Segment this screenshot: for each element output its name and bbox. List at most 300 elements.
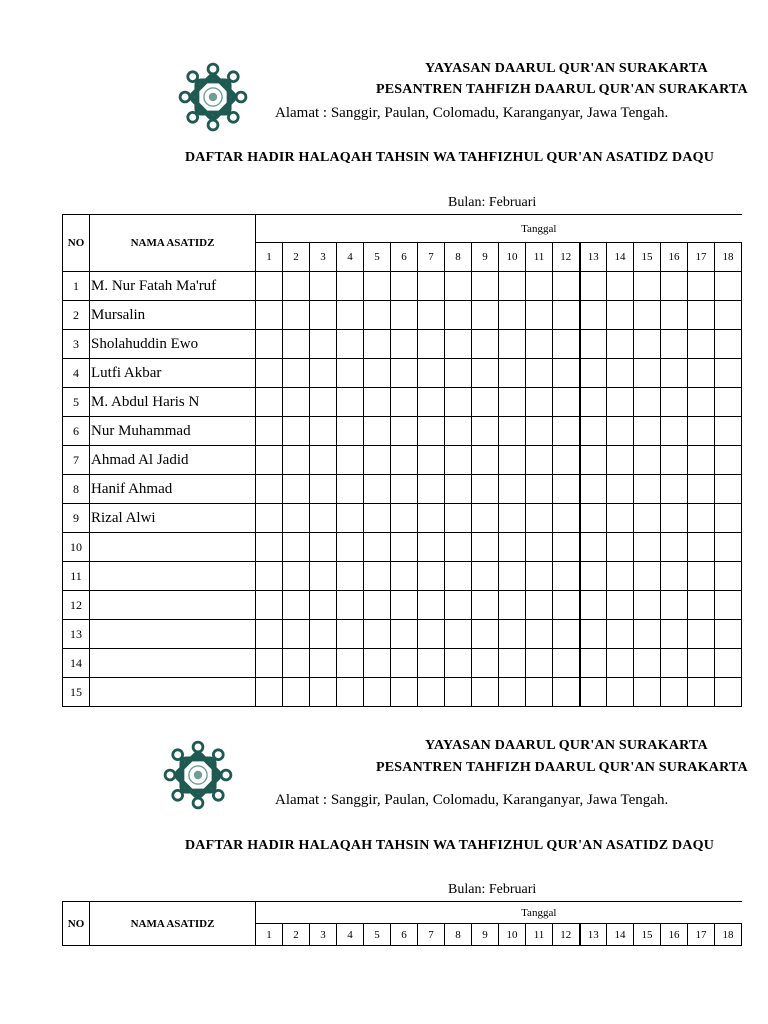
- attendance-cell[interactable]: [418, 301, 445, 330]
- ornamental-star-logo-icon: [163, 740, 233, 815]
- attendance-cell[interactable]: [580, 359, 607, 388]
- attendance-cell[interactable]: [553, 591, 580, 620]
- attendance-cell[interactable]: [445, 446, 472, 475]
- attendance-cell[interactable]: [580, 649, 607, 678]
- attendance-table: [62, 214, 742, 707]
- teacher-name: [90, 533, 256, 562]
- month-label: Bulan: Februari: [448, 195, 537, 210]
- attendance-cell[interactable]: [391, 330, 418, 359]
- attendance-cell[interactable]: [418, 388, 445, 417]
- attendance-cell[interactable]: [580, 475, 607, 504]
- attendance-cell[interactable]: [580, 446, 607, 475]
- attendance-cell[interactable]: [256, 388, 283, 417]
- attendance-cell[interactable]: [445, 272, 472, 301]
- attendance-cell[interactable]: [364, 301, 391, 330]
- attendance-cell[interactable]: [499, 272, 526, 301]
- attendance-cell[interactable]: [688, 388, 715, 417]
- attendance-cell[interactable]: [607, 417, 634, 446]
- attendance-cell[interactable]: [526, 504, 553, 533]
- attendance-cell[interactable]: [553, 620, 580, 649]
- table-row: [63, 649, 742, 678]
- attendance-cell[interactable]: [256, 649, 283, 678]
- attendance-cell[interactable]: [337, 446, 364, 475]
- attendance-cell[interactable]: [418, 272, 445, 301]
- day-header: 16: [661, 243, 688, 272]
- attendance-cell[interactable]: [445, 417, 472, 446]
- attendance-cell[interactable]: [310, 591, 337, 620]
- attendance-cell[interactable]: [310, 620, 337, 649]
- attendance-cell[interactable]: [472, 649, 499, 678]
- attendance-cell[interactable]: [391, 591, 418, 620]
- attendance-cell[interactable]: [445, 649, 472, 678]
- attendance-cell[interactable]: [607, 330, 634, 359]
- day-header: 6: [391, 243, 418, 272]
- table-row: [63, 330, 742, 359]
- attendance-cell[interactable]: [499, 301, 526, 330]
- attendance-cell[interactable]: [634, 417, 661, 446]
- attendance-cell[interactable]: [391, 533, 418, 562]
- attendance-cell[interactable]: [688, 272, 715, 301]
- attendance-cell[interactable]: [634, 272, 661, 301]
- attendance-cell[interactable]: [499, 620, 526, 649]
- attendance-cell[interactable]: [634, 388, 661, 417]
- attendance-cell[interactable]: [472, 591, 499, 620]
- attendance-cell[interactable]: [607, 562, 634, 591]
- attendance-cell[interactable]: [283, 359, 310, 388]
- attendance-cell[interactable]: [418, 591, 445, 620]
- attendance-cell[interactable]: [580, 272, 607, 301]
- table-row: [63, 417, 742, 446]
- attendance-cell[interactable]: [661, 330, 688, 359]
- day-header: 8: [445, 924, 472, 946]
- attendance-cell[interactable]: [553, 359, 580, 388]
- attendance-cell[interactable]: [580, 678, 607, 707]
- attendance-cell[interactable]: [526, 272, 553, 301]
- attendance-cell[interactable]: [337, 272, 364, 301]
- attendance-cell[interactable]: [364, 504, 391, 533]
- attendance-cell[interactable]: [661, 620, 688, 649]
- row-number: 10: [63, 533, 90, 562]
- attendance-cell[interactable]: [499, 504, 526, 533]
- attendance-cell[interactable]: [499, 562, 526, 591]
- attendance-cell[interactable]: [553, 301, 580, 330]
- attendance-cell[interactable]: [580, 417, 607, 446]
- attendance-cell[interactable]: [526, 591, 553, 620]
- attendance-cell[interactable]: [472, 678, 499, 707]
- attendance-cell[interactable]: [526, 446, 553, 475]
- sheet-title: DAFTAR HADIR HALAQAH TAHSIN WA TAHFIZHUL QUR'AN ASATIDZ DAQU: [185, 838, 715, 853]
- attendance-cell[interactable]: [283, 475, 310, 504]
- attendance-cell[interactable]: [310, 678, 337, 707]
- attendance-cell[interactable]: [310, 504, 337, 533]
- attendance-cell[interactable]: [526, 388, 553, 417]
- attendance-cell[interactable]: [634, 533, 661, 562]
- attendance-cell[interactable]: [391, 562, 418, 591]
- day-header: 15: [634, 243, 661, 272]
- attendance-cell[interactable]: [337, 417, 364, 446]
- attendance-cell[interactable]: [715, 417, 742, 446]
- attendance-cell[interactable]: [715, 678, 742, 707]
- attendance-cell[interactable]: [445, 620, 472, 649]
- attendance-cell[interactable]: [310, 330, 337, 359]
- attendance-rows: [63, 272, 742, 707]
- attendance-cell[interactable]: [472, 562, 499, 591]
- attendance-cell[interactable]: [553, 504, 580, 533]
- attendance-cell[interactable]: [283, 504, 310, 533]
- attendance-cell[interactable]: [364, 272, 391, 301]
- attendance-cell[interactable]: [256, 678, 283, 707]
- attendance-cell[interactable]: [580, 562, 607, 591]
- attendance-cell[interactable]: [283, 533, 310, 562]
- attendance-cell[interactable]: [688, 446, 715, 475]
- attendance-cell[interactable]: [580, 591, 607, 620]
- attendance-cell[interactable]: [499, 533, 526, 562]
- attendance-cell[interactable]: [364, 359, 391, 388]
- attendance-cell[interactable]: [472, 388, 499, 417]
- attendance-cell[interactable]: [688, 504, 715, 533]
- attendance-cell[interactable]: [661, 475, 688, 504]
- attendance-cell[interactable]: [310, 272, 337, 301]
- attendance-cell[interactable]: [445, 591, 472, 620]
- day-header: 3: [310, 924, 337, 946]
- attendance-cell[interactable]: [418, 678, 445, 707]
- attendance-cell[interactable]: [499, 678, 526, 707]
- attendance-cell[interactable]: [337, 475, 364, 504]
- attendance-cell[interactable]: [634, 591, 661, 620]
- attendance-cell[interactable]: [607, 678, 634, 707]
- attendance-cell[interactable]: [418, 504, 445, 533]
- attendance-cell[interactable]: [634, 330, 661, 359]
- attendance-cell[interactable]: [256, 417, 283, 446]
- attendance-cell[interactable]: [553, 562, 580, 591]
- attendance-cell[interactable]: [634, 446, 661, 475]
- attendance-cell[interactable]: [499, 475, 526, 504]
- attendance-cell[interactable]: [472, 417, 499, 446]
- day-header: 8: [445, 243, 472, 272]
- attendance-cell[interactable]: [337, 620, 364, 649]
- attendance-cell[interactable]: [553, 330, 580, 359]
- attendance-cell[interactable]: [391, 620, 418, 649]
- attendance-cell[interactable]: [310, 533, 337, 562]
- attendance-cell[interactable]: [283, 417, 310, 446]
- attendance-cell[interactable]: [607, 272, 634, 301]
- attendance-cell[interactable]: [607, 388, 634, 417]
- teacher-name: Hanif Ahmad: [90, 475, 256, 504]
- attendance-cell[interactable]: [661, 649, 688, 678]
- attendance-cell[interactable]: [607, 649, 634, 678]
- attendance-cell[interactable]: [256, 475, 283, 504]
- attendance-cell[interactable]: [310, 301, 337, 330]
- attendance-cell[interactable]: [418, 359, 445, 388]
- attendance-cell[interactable]: [256, 301, 283, 330]
- attendance-cell[interactable]: [364, 591, 391, 620]
- attendance-cell[interactable]: [661, 504, 688, 533]
- attendance-cell[interactable]: [256, 330, 283, 359]
- attendance-cell[interactable]: [526, 678, 553, 707]
- attendance-cell[interactable]: [715, 504, 742, 533]
- attendance-cell[interactable]: [310, 475, 337, 504]
- attendance-cell[interactable]: [526, 475, 553, 504]
- attendance-cell[interactable]: [607, 446, 634, 475]
- attendance-cell[interactable]: [580, 620, 607, 649]
- attendance-cell[interactable]: [418, 533, 445, 562]
- day-header: 14: [607, 924, 634, 946]
- attendance-cell[interactable]: [283, 562, 310, 591]
- attendance-cell[interactable]: [364, 649, 391, 678]
- attendance-cell[interactable]: [391, 504, 418, 533]
- attendance-cell[interactable]: [553, 533, 580, 562]
- attendance-cell[interactable]: [661, 272, 688, 301]
- table-row: [63, 678, 742, 707]
- attendance-cell[interactable]: [688, 591, 715, 620]
- attendance-cell[interactable]: [607, 504, 634, 533]
- teacher-name: [90, 562, 256, 591]
- attendance-cell[interactable]: [715, 591, 742, 620]
- attendance-cell[interactable]: [526, 359, 553, 388]
- attendance-cell[interactable]: [337, 359, 364, 388]
- attendance-cell[interactable]: [526, 533, 553, 562]
- attendance-cell[interactable]: [283, 330, 310, 359]
- attendance-table: [62, 901, 742, 946]
- attendance-cell[interactable]: [634, 562, 661, 591]
- attendance-cell[interactable]: [391, 417, 418, 446]
- attendance-cell[interactable]: [607, 301, 634, 330]
- attendance-cell[interactable]: [364, 446, 391, 475]
- attendance-cell[interactable]: [337, 591, 364, 620]
- attendance-cell[interactable]: [688, 301, 715, 330]
- attendance-cell[interactable]: [715, 649, 742, 678]
- table-row: [63, 301, 742, 330]
- attendance-cell[interactable]: [445, 475, 472, 504]
- attendance-cell[interactable]: [472, 533, 499, 562]
- attendance-cell[interactable]: [283, 388, 310, 417]
- attendance-cell[interactable]: [715, 562, 742, 591]
- attendance-cell[interactable]: [391, 678, 418, 707]
- attendance-cell[interactable]: [499, 649, 526, 678]
- attendance-cell[interactable]: [310, 359, 337, 388]
- attendance-cell[interactable]: [688, 417, 715, 446]
- col-header-date-group: [256, 902, 742, 924]
- day-header: 9: [472, 924, 499, 946]
- attendance-cell[interactable]: [634, 678, 661, 707]
- attendance-cell[interactable]: [283, 678, 310, 707]
- attendance-cell[interactable]: [283, 272, 310, 301]
- attendance-cell[interactable]: [715, 359, 742, 388]
- attendance-cell[interactable]: [499, 417, 526, 446]
- attendance-cell[interactable]: [688, 359, 715, 388]
- attendance-cell[interactable]: [553, 446, 580, 475]
- attendance-cell[interactable]: [634, 359, 661, 388]
- attendance-cell[interactable]: [472, 359, 499, 388]
- attendance-cell[interactable]: [418, 446, 445, 475]
- attendance-cell[interactable]: [472, 301, 499, 330]
- attendance-cell[interactable]: [661, 562, 688, 591]
- attendance-cell[interactable]: [715, 475, 742, 504]
- attendance-cell[interactable]: [499, 388, 526, 417]
- col-header-no: NO: [63, 215, 90, 272]
- attendance-cell[interactable]: [634, 301, 661, 330]
- attendance-cell[interactable]: [607, 475, 634, 504]
- attendance-cell[interactable]: [364, 388, 391, 417]
- attendance-cell[interactable]: [661, 533, 688, 562]
- attendance-cell[interactable]: [445, 562, 472, 591]
- attendance-cell[interactable]: [688, 330, 715, 359]
- day-header: 5: [364, 243, 391, 272]
- attendance-cell[interactable]: [310, 562, 337, 591]
- attendance-cell[interactable]: [661, 678, 688, 707]
- attendance-cell[interactable]: [256, 591, 283, 620]
- attendance-cell[interactable]: [634, 475, 661, 504]
- attendance-cell[interactable]: [715, 533, 742, 562]
- attendance-cell[interactable]: [256, 562, 283, 591]
- attendance-cell[interactable]: [688, 678, 715, 707]
- attendance-cell[interactable]: [364, 475, 391, 504]
- attendance-cell[interactable]: [499, 591, 526, 620]
- attendance-cell[interactable]: [364, 330, 391, 359]
- attendance-cell[interactable]: [634, 649, 661, 678]
- attendance-cell[interactable]: [391, 272, 418, 301]
- attendance-cell[interactable]: [472, 475, 499, 504]
- attendance-cell[interactable]: [337, 533, 364, 562]
- attendance-cell[interactable]: [310, 649, 337, 678]
- attendance-cell[interactable]: [526, 417, 553, 446]
- attendance-cell[interactable]: [607, 359, 634, 388]
- attendance-cell[interactable]: [526, 330, 553, 359]
- attendance-cell[interactable]: [688, 475, 715, 504]
- attendance-cell[interactable]: [499, 446, 526, 475]
- attendance-cell[interactable]: [418, 330, 445, 359]
- attendance-cell[interactable]: [283, 620, 310, 649]
- attendance-cell[interactable]: [418, 475, 445, 504]
- attendance-cell[interactable]: [472, 446, 499, 475]
- attendance-cell[interactable]: [715, 272, 742, 301]
- attendance-cell[interactable]: [364, 620, 391, 649]
- attendance-cell[interactable]: [391, 301, 418, 330]
- attendance-cell[interactable]: [256, 533, 283, 562]
- attendance-cell[interactable]: [418, 620, 445, 649]
- attendance-cell[interactable]: [310, 417, 337, 446]
- attendance-cell[interactable]: [499, 330, 526, 359]
- attendance-cell[interactable]: [337, 301, 364, 330]
- attendance-cell[interactable]: [283, 591, 310, 620]
- attendance-cell[interactable]: [661, 301, 688, 330]
- attendance-cell[interactable]: [337, 504, 364, 533]
- attendance-cell[interactable]: [337, 330, 364, 359]
- attendance-cell[interactable]: [337, 562, 364, 591]
- attendance-cell[interactable]: [580, 504, 607, 533]
- attendance-cell[interactable]: [364, 678, 391, 707]
- attendance-cell[interactable]: [256, 446, 283, 475]
- attendance-cell[interactable]: [661, 446, 688, 475]
- day-header: 1: [256, 924, 283, 946]
- attendance-cell[interactable]: [445, 678, 472, 707]
- attendance-cell[interactable]: [283, 301, 310, 330]
- attendance-cell[interactable]: [445, 330, 472, 359]
- attendance-cell[interactable]: [418, 562, 445, 591]
- attendance-cell[interactable]: [391, 649, 418, 678]
- attendance-cell[interactable]: [526, 562, 553, 591]
- attendance-cell[interactable]: [715, 620, 742, 649]
- attendance-cell[interactable]: [445, 533, 472, 562]
- attendance-cell[interactable]: [553, 272, 580, 301]
- attendance-cell[interactable]: [634, 620, 661, 649]
- attendance-cell[interactable]: [715, 388, 742, 417]
- attendance-cell[interactable]: [553, 388, 580, 417]
- row-number: 8: [63, 475, 90, 504]
- attendance-cell[interactable]: [634, 504, 661, 533]
- attendance-cell[interactable]: [472, 272, 499, 301]
- attendance-cell[interactable]: [256, 272, 283, 301]
- attendance-cell[interactable]: [337, 678, 364, 707]
- attendance-cell[interactable]: [715, 446, 742, 475]
- attendance-cell[interactable]: [310, 446, 337, 475]
- attendance-cell[interactable]: [256, 359, 283, 388]
- attendance-cell[interactable]: [661, 417, 688, 446]
- attendance-cell[interactable]: [580, 330, 607, 359]
- attendance-cell[interactable]: [526, 620, 553, 649]
- attendance-cell[interactable]: [418, 649, 445, 678]
- attendance-cell[interactable]: [526, 649, 553, 678]
- attendance-cell[interactable]: [688, 533, 715, 562]
- attendance-cell[interactable]: [580, 301, 607, 330]
- table-row: [63, 533, 742, 562]
- attendance-cell[interactable]: [364, 562, 391, 591]
- attendance-cell[interactable]: [391, 446, 418, 475]
- attendance-cell[interactable]: [472, 620, 499, 649]
- attendance-cell[interactable]: [553, 678, 580, 707]
- attendance-cell[interactable]: [364, 533, 391, 562]
- attendance-cell[interactable]: [472, 504, 499, 533]
- attendance-cell[interactable]: [607, 620, 634, 649]
- table-row: [63, 504, 742, 533]
- attendance-cell[interactable]: [445, 504, 472, 533]
- attendance-cell[interactable]: [607, 533, 634, 562]
- attendance-cell[interactable]: [607, 591, 634, 620]
- attendance-cell[interactable]: [553, 475, 580, 504]
- attendance-cell[interactable]: [688, 649, 715, 678]
- attendance-cell[interactable]: [661, 388, 688, 417]
- attendance-cell[interactable]: [256, 620, 283, 649]
- attendance-cell[interactable]: [310, 388, 337, 417]
- attendance-cell[interactable]: [499, 359, 526, 388]
- attendance-cell[interactable]: [526, 301, 553, 330]
- attendance-cell[interactable]: [715, 301, 742, 330]
- attendance-cell[interactable]: [391, 475, 418, 504]
- attendance-cell[interactable]: [337, 388, 364, 417]
- attendance-cell[interactable]: [364, 417, 391, 446]
- attendance-cell[interactable]: [445, 388, 472, 417]
- attendance-cell[interactable]: [283, 649, 310, 678]
- attendance-cell[interactable]: [688, 620, 715, 649]
- attendance-cell[interactable]: [661, 359, 688, 388]
- attendance-cell[interactable]: [580, 388, 607, 417]
- attendance-cell[interactable]: [715, 330, 742, 359]
- attendance-cell[interactable]: [445, 301, 472, 330]
- attendance-cell[interactable]: [337, 649, 364, 678]
- attendance-cell[interactable]: [445, 359, 472, 388]
- attendance-cell[interactable]: [688, 562, 715, 591]
- attendance-cell[interactable]: [391, 359, 418, 388]
- attendance-cell[interactable]: [661, 591, 688, 620]
- attendance-cell[interactable]: [418, 417, 445, 446]
- attendance-cell[interactable]: [580, 533, 607, 562]
- attendance-cell[interactable]: [391, 388, 418, 417]
- attendance-cell[interactable]: [283, 446, 310, 475]
- attendance-cell[interactable]: [472, 330, 499, 359]
- attendance-cell[interactable]: [553, 649, 580, 678]
- attendance-cell[interactable]: [256, 504, 283, 533]
- attendance-cell[interactable]: [553, 417, 580, 446]
